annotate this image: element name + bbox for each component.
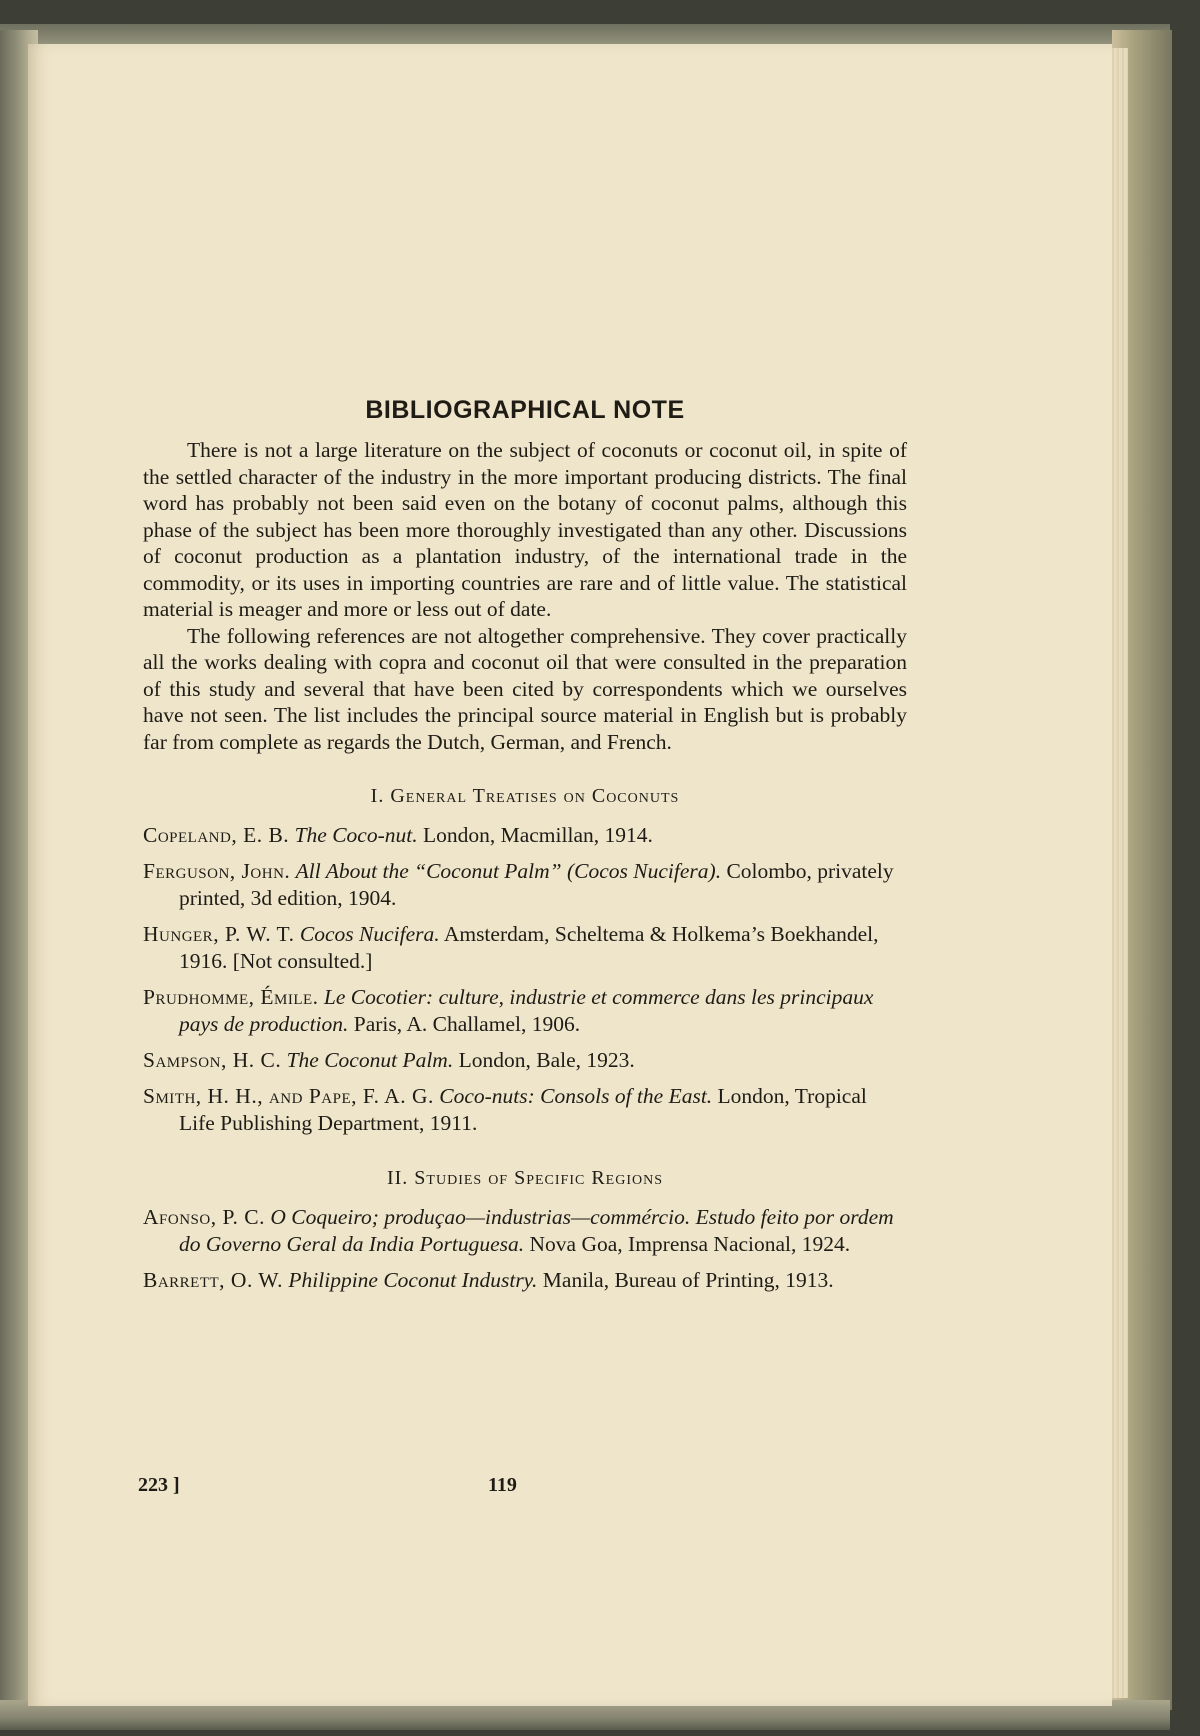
entry-publication: Amsterdam, Scheltema & Holkema’s Boekhandel, 1916. [Not consulted.] [179, 922, 879, 973]
entry-author: Ferguson, John. [143, 859, 291, 883]
entry-title: The Coco-nut. [294, 823, 418, 847]
entry-publication: Nova Goa, Imprensa Nacional, 1924. [529, 1232, 851, 1256]
bibliography-entry [143, 1267, 907, 1294]
entry-title: The Coconut Palm. [286, 1048, 454, 1072]
entry-author: Hunger, P. W. T. [143, 922, 295, 946]
entry-title: Cocos Nucifera. [299, 922, 440, 946]
entry-title: Le Cocotier: culture, industrie et commerce dans les principaux pays de production. [179, 985, 874, 1036]
page-title: BIBLIOGRAPHICAL NOTE [365, 396, 685, 424]
bibliography-entry [143, 1083, 907, 1137]
entry-author: Copeland, E. B. [143, 823, 290, 847]
entry-title: All About the “Coconut Palm” (Cocos Nucifera). [295, 859, 722, 883]
intro-paragraph-1: There is not a large literature on the subject of coconuts or coconut oil, in spite of the settled character of the industry in the more important producing districts. The final word has probably not been said even on the botany of coconut palms, although this phase of the subject has been more thoroughly investigated than any other. Discussions of coconut production as a plantation industry, of the international trade in the commodity, or its uses in importing countries are rare and of little value. The statistical material is meager and more or less out of date. [143, 438, 907, 621]
page-number: 119 [488, 1474, 517, 1496]
bibliography-entry [143, 921, 907, 975]
entry-publication: Manila, Bureau of Printing, 1913. [542, 1268, 834, 1292]
section-heading: II. Studies of Specific Regions [386, 1167, 664, 1189]
entry-author: Afonso, P. C. [143, 1205, 265, 1229]
page-content [143, 344, 907, 1303]
entry-author: Prudhomme, Émile. [143, 985, 319, 1009]
entry-author: Smith, H. H., and Pape, F. A. G. [143, 1084, 434, 1108]
bibliography-entry [143, 1047, 907, 1074]
entry-publication: Colombo, privately printed, 3d edition, 1904. [179, 859, 894, 910]
section-specific-regions [143, 1167, 907, 1294]
entry-title: O Coqueiro; produçao—industrias—commércio. Estudo feito por ordem do Governo Geral da India Portuguesa. [179, 1205, 894, 1256]
entry-publication: Paris, A. Challamel, 1906. [353, 1012, 581, 1036]
entry-publication: London, Tropical Life Publishing Department, 1911. [179, 1084, 867, 1135]
bibliography-entry [143, 984, 907, 1038]
intro-paragraph-2: The following references are not altogether comprehensive. They cover practically all the works dealing with copra and coconut oil that were consulted in the preparation of this study and several that have been cited by correspondents which we ourselves have not seen. The list includes the principal source material in English but is probably far from complete as regards the Dutch, German, and French. [143, 623, 907, 754]
signature-mark: 223 ] [138, 1474, 180, 1496]
bibliography-entry [143, 822, 907, 849]
section-general-treatises [143, 785, 907, 1137]
bibliography-entry [143, 858, 907, 912]
entry-publication: London, Bale, 1923. [458, 1048, 635, 1072]
book-page [28, 44, 1112, 1706]
entry-author: Sampson, H. C. [143, 1048, 282, 1072]
section-heading: I. General Treatises on Coconuts [370, 785, 680, 807]
entry-publication: London, Macmillan, 1914. [422, 823, 653, 847]
bibliography-entry [143, 1204, 907, 1258]
entry-title: Coco-nuts: Consols of the East. [439, 1084, 713, 1108]
entry-author: Barrett, O. W. [143, 1268, 284, 1292]
entry-title: Philippine Coconut Industry. [288, 1268, 538, 1292]
